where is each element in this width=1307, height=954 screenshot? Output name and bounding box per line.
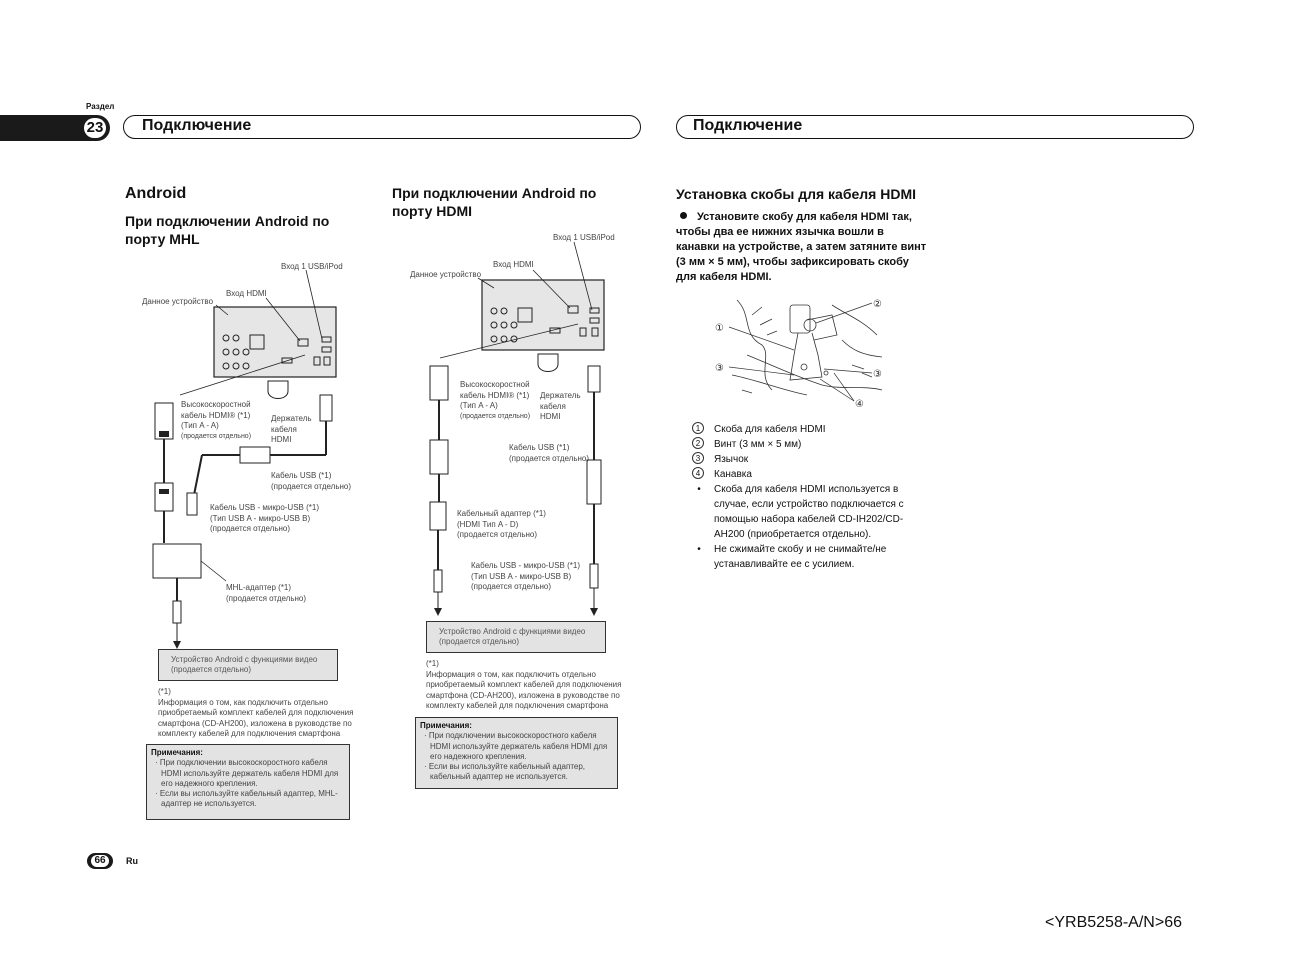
page-number: 66: [91, 855, 109, 867]
callout-3b: ③: [873, 369, 882, 380]
document-code: <YRB5258-A/N>66: [1045, 914, 1182, 931]
instruction-text: Установите скобу для кабеля HDMI так, чтобы два ее нижних язычка вошли в канавки на устройстве, а затем затяните винт (3 мм × 5 мм), чтобы зафиксировать скобу для кабеля HDMI.: [676, 211, 927, 283]
cable-adapter-label: Кабельный адаптер (*1) (HDMI Тип A - D) (продается отдельно): [457, 509, 546, 539]
mhl-subheading: При подключении Android по порту MHL: [125, 213, 330, 247]
section-number: 23: [84, 118, 106, 138]
legend-list: [692, 422, 932, 572]
head-unit-rear: [482, 280, 604, 350]
this-unit-label: Данное устройство: [410, 270, 482, 279]
hdmi-input-label: Вход HDMI: [493, 260, 534, 269]
usb-cable-label: Кабель USB (*1) (продается отдельно): [271, 471, 352, 491]
right-header-title: Подключение: [693, 117, 803, 134]
bullet-item: • Скоба для кабеля HDMI используется в случае, если устройство подключается с помощью набора кабелей CD-IH202/CD-AH200 (приобретается отдельно).: [697, 484, 904, 540]
footnote: (*1) Информация о том, как подключить отдельно приобретаемый комплект кабелей для подключения смартфона (CD-AH200), изложена в руководстве по комплекту кабелей для подключения смартфона: [158, 687, 354, 738]
left-header-title: Подключение: [142, 117, 252, 134]
hdmi-cable-label: Высокоскоростной кабель HDMI® (*1) (Тип A - A) (продается отдельно): [181, 400, 252, 440]
head-unit-rear: [214, 307, 336, 377]
legend-item: 1 Скоба для кабеля HDMI: [692, 422, 932, 437]
usb-ipod-label: Вход 1 USB/iPod: [281, 262, 343, 271]
mhl-adapter-label: MHL-адаптер (*1) (продается отдельно): [226, 583, 307, 603]
language-label: Ru: [126, 856, 138, 866]
bracket-install-figure: [712, 295, 892, 410]
hdmi-port-heading: При подключении Android по порту HDMI: [392, 185, 597, 219]
mhl-connection-diagram: [140, 255, 370, 675]
bullet-item: • Не сжимайте скобу и не снимайте/не устанавливайте ее с усилием.: [697, 544, 887, 570]
android-device-box: Устройство Android с функциями видео (продается отдельно): [158, 649, 338, 681]
callout-4: ④: [855, 399, 864, 410]
callout-1: ①: [715, 323, 724, 334]
hdmi-bracket-heading: Установка скобы для кабеля HDMI: [676, 186, 916, 202]
usb-micro-label: Кабель USB - микро-USB (*1) (Тип USB A - микро-USB B) (продается отдельно): [471, 561, 580, 591]
holder-label: Держатель кабеля HDMI: [540, 391, 581, 421]
legend-item: 2 Винт (3 мм × 5 мм): [692, 437, 932, 452]
holder-label: Держатель кабеля HDMI: [271, 414, 312, 444]
callout-3a: ③: [715, 363, 724, 374]
notes-box: Примечания: · При подключении высокоскоростного кабеля HDMI используйте держатель кабеля HDMI для его надежного крепления. · Если вы используйте кабельный адаптер, кабельный адаптер не используется.: [415, 717, 618, 789]
legend-item: 3 Язычок: [692, 452, 932, 467]
hdmi-input-label: Вход HDMI: [226, 289, 267, 298]
android-heading: Android: [125, 185, 187, 202]
android-device-box: Устройство Android с функциями видео (продается отдельно): [426, 621, 606, 653]
section-label: Раздел: [86, 102, 115, 111]
notes-box: Примечания: · При подключении высокоскоростного кабеля HDMI используйте держатель кабеля HDMI для его надежного крепления. · Если вы используйте кабельный адаптер, MHL-адаптер не используется.: [146, 744, 350, 820]
hdmi-cable-label: Высокоскоростной кабель HDMI® (*1) (Тип A - A) (продается отдельно): [460, 380, 531, 420]
bullet-dot-icon: [680, 212, 687, 219]
usb-micro-label: Кабель USB - микро-USB (*1) (Тип USB A - микро-USB B) (продается отдельно): [210, 503, 319, 533]
this-unit-label: Данное устройство: [142, 297, 214, 306]
footnote: (*1) Информация о том, как подключить отдельно приобретаемый комплект кабелей для подключения смартфона (CD-AH200), изложена в руководстве по комплекту кабелей для подключения смартфона: [426, 659, 622, 710]
usb-ipod-label: Вход 1 USB/iPod: [553, 233, 615, 242]
callout-2: ②: [873, 299, 882, 310]
legend-item: 4 Канавка: [692, 467, 932, 482]
usb-cable-label: Кабель USB (*1) (продается отдельно): [509, 443, 590, 463]
